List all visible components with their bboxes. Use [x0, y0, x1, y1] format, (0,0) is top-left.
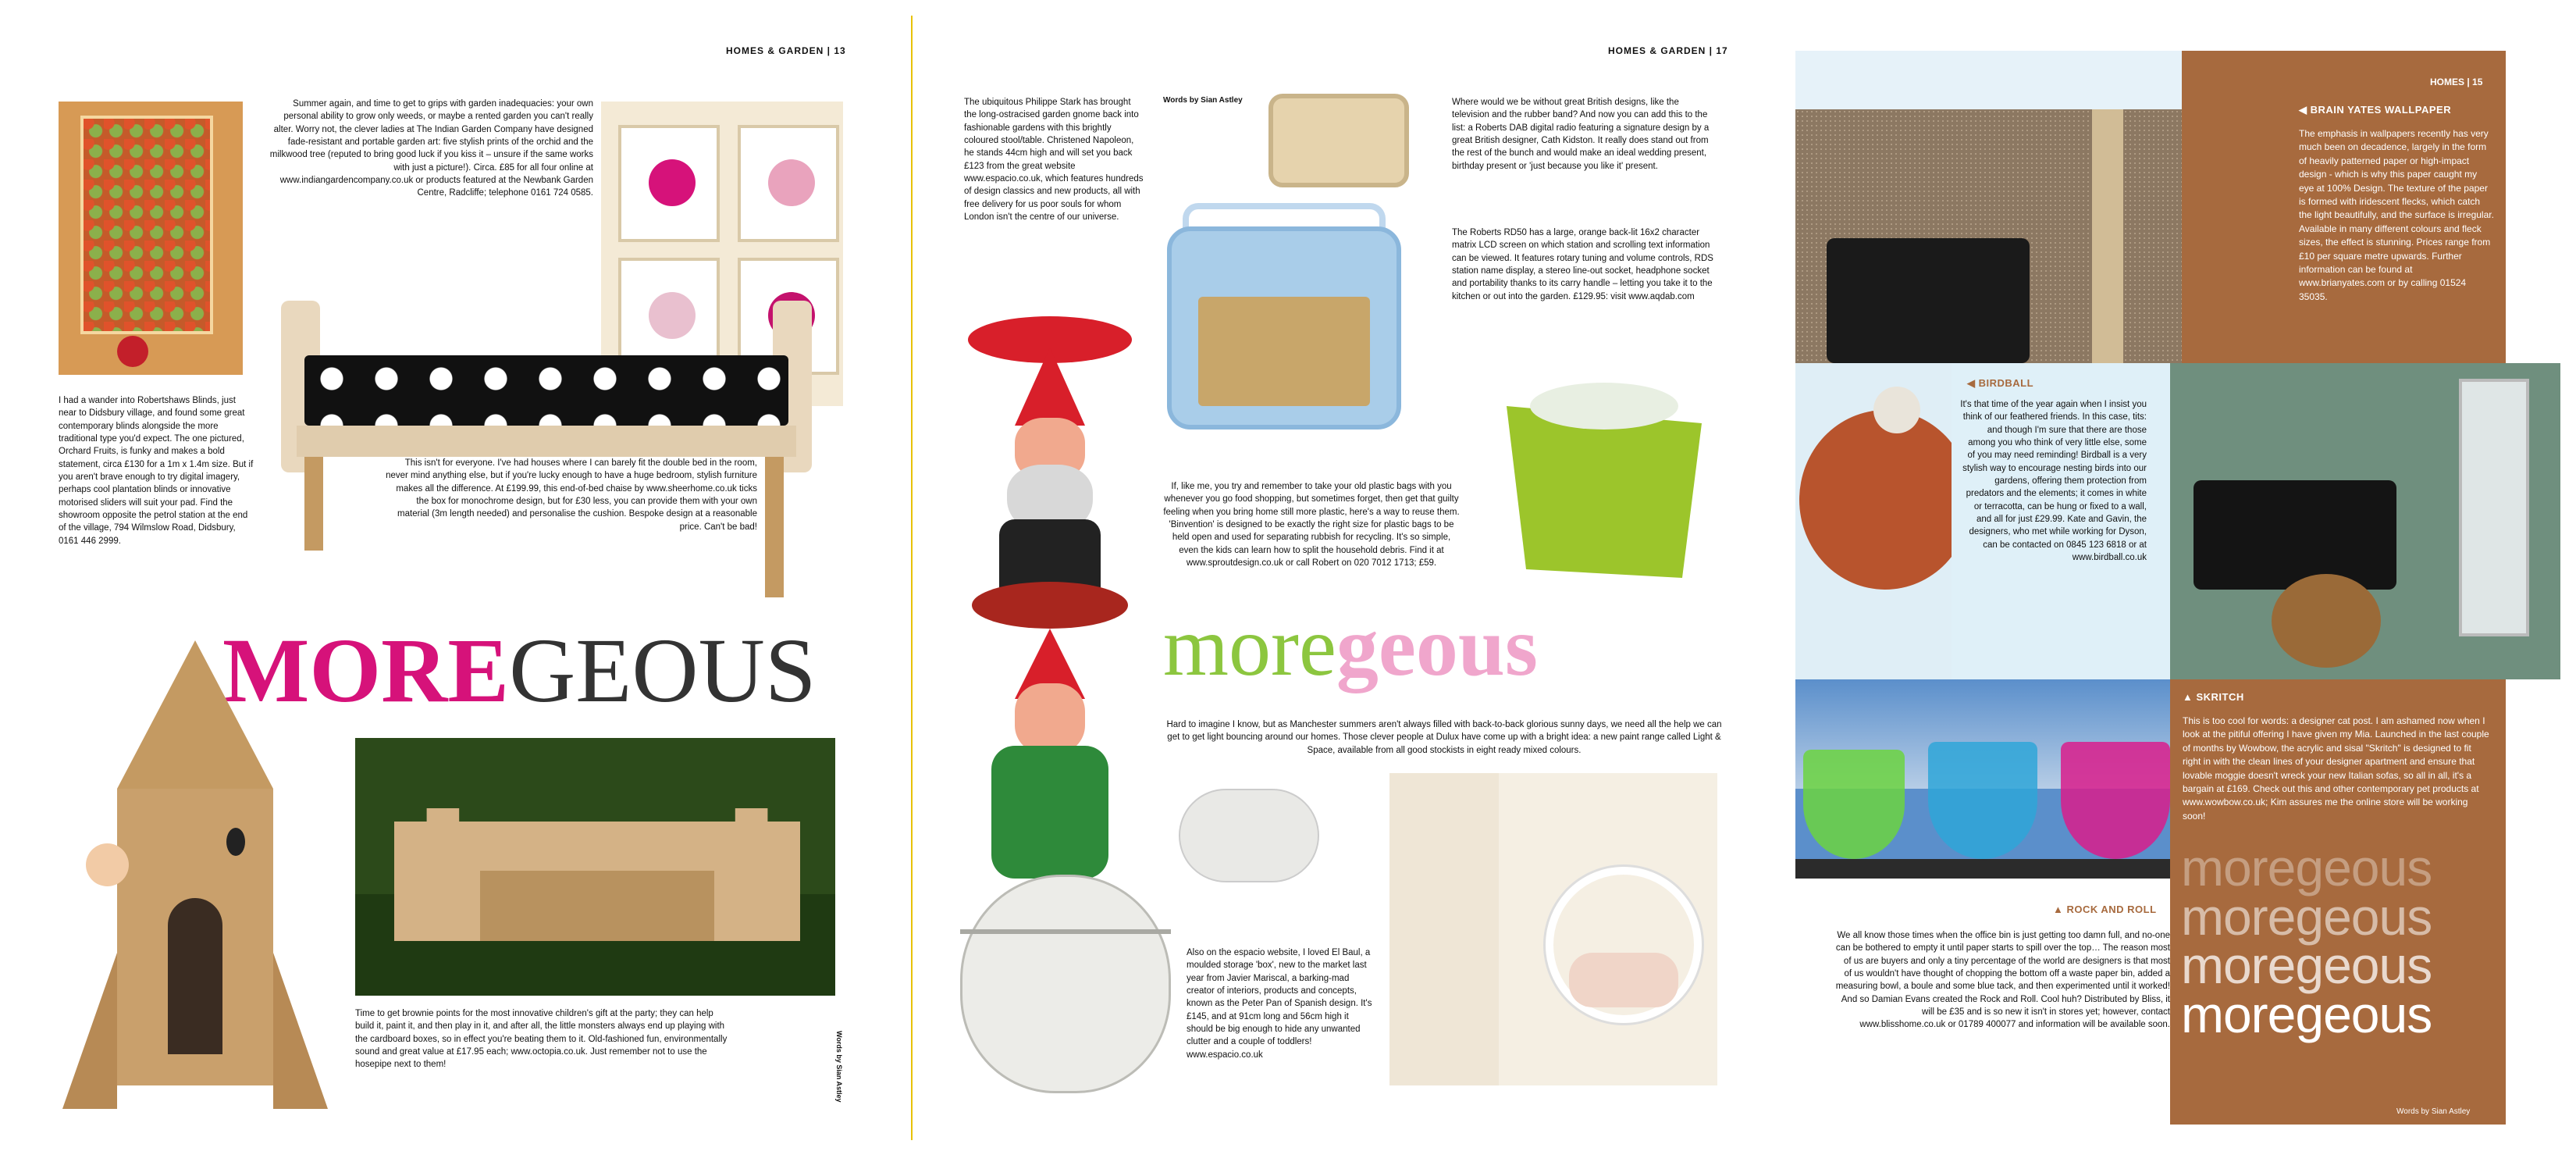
rock-and-roll-photo — [1795, 679, 2182, 879]
stark-text: The ubiquitous Philippe Stark has brought the long-ostracised garden gnome back into fashionable gardens with this brightly coloured stool/table. Christened Napoleon, he stands 44cm high and will set you back £123 from the great website www.espacio.co.uk, which features hundreds of design classics and new products, all with free delivery for us poor souls for whom London isn't the centre of our universe. — [964, 98, 1144, 222]
moregeous-line: moregeous — [2181, 839, 2432, 896]
roberts-radio-photo — [1151, 86, 1417, 461]
page-15 — [1795, 0, 2560, 1162]
page-credit: Words by Sian Astley — [1163, 96, 1243, 105]
cardboard-castle-photo — [355, 738, 835, 996]
page-header: HOMES & GARDEN | 17 — [1608, 45, 1728, 56]
skritch-panel — [2170, 679, 2506, 1125]
spine-divider — [911, 16, 913, 1140]
birdball-heading: ◀ BIRDBALL — [1967, 377, 2034, 389]
indian-garden-text: Summer again, and time to get to grips with garden inadequacies: your own personal ability to grow only weeds, or maybe a rented garden you can't really alter. Worry not, the clever ladies at The Indian Garden Company have designed fade-resistant and portable garden art: five stylish prints of the orchid and the milkwood tree (reputed to bring good luck if you kiss it – unsure if the same works with just a picture!). Circa. £85 for all four online at www.indiangardencompany.co.uk or products featured at the Newbank Garden Centre, Radcliffe; telephone 0161 724 0585. — [269, 99, 593, 198]
moregeous-line: moregeous — [2181, 986, 2432, 1044]
page-13 — [47, 0, 846, 1162]
rock-text: We all know those times when the office bin is just getting too damn full, and no-one can be bothered to empty it until paper starts to spill over the top… The reason most of us are buyers and only a tiny percentage of the world are designers is that most of us wouldn't have thought of chopping the bottom off a waste paper bin, added a measuring bowl, a boule and some blue tack, and then experimented until it worked! And so Damian Evans created the Rock and Roll. Cool huh? Distributed by Bliss, it will be £35 and is so new it isn't in stores yet; however, contact www.blisshome.co.uk or 01789 400077 and information will be available soon. — [1835, 931, 2170, 1030]
wallpaper-heading: ◀ BRAIN YATES WALLPAPER — [2299, 104, 2452, 116]
birdball-text: It's that time of the year again when I insist you think of our feathered friends. In this case, tits: and though I'm sure that there are those among you who think of very little else, some of you may need reminding! Birdball is a very stylish way to encourage nesting birds into our gardens, offering them protection from predators and the elements; it comes in white or terracotta, can be hung or fixed to a wall, and all for just £29.99. Kate and Gavin, the designers, who met while working for Dyson, can be contacted on 0845 123 6818 or at www.birdball.co.uk — [1960, 400, 2147, 562]
title-more: MORE — [222, 619, 510, 722]
blinds-text: I had a wander into Robertshaws Blinds, just near to Didsbury village, and found some great contemporary blinds alongside the more traditional type you'd expect. The one pictured, Orchard Fruits, is funky and makes a bold statement, circa £130 for a 1m x 1.4m size. But if you aren't brave enough to try digital imagery, perhaps cool plantation blinds or innovative motorised sliders will suit your pad. Find the showroom opposite the petrol station at the end of the village, 794 Wilmslow Road, Didsbury, 0161 446 2999. — [59, 396, 254, 546]
moregeous-stack — [2181, 839, 2432, 1044]
page-credit: Words by Sian Astley — [2396, 1107, 2471, 1116]
binvention-photo — [1483, 375, 1725, 609]
moregeous-line: moregeous — [2181, 936, 2432, 995]
wallpaper-photo — [1795, 51, 2182, 363]
baul-text: Also on the espacio website, I loved El Baul, a moulded storage 'box', new to the market last year from Javier Mariscal, a barking-mad creator of interiors, products and concepts, known as the Peter Pan of Spanish design. It's £145, and at 91cm long and 56cm high it should be big enough to hide any unwanted clutter and a couple of toddlers! www.espacio.co.uk — [1187, 948, 1372, 1060]
chaise-text: This isn't for everyone. I've had houses where I can barely fit the double bed in the room, never mind anything else, but if you're lucky enough to have a huge bedroom, stylish furniture makes all the difference. At £199.99, this end-of-bed chaise by www.sheerhome.co.uk ticks the box for monochrome design, but for £30 less, you can provide them with your own material (3m length needed) and personalise the cushion. Bespoke design at a reasonable price. Can't be bad! — [386, 458, 757, 532]
page-17 — [929, 0, 1733, 1162]
section-title — [1163, 601, 1538, 693]
blinds-photo — [59, 102, 243, 375]
title-geous: geous — [1336, 601, 1538, 693]
radio-text-1: Where would we be without great British designs, like the television and the rubber band? And now you can add this to the list: a Roberts DAB digital radio featuring a signature design by a great British designer, Cath Kidston. It really does stand out from the rest of the bunch and would make an ideal wedding present, birthday present or 'just because you like it' present. — [1452, 98, 1710, 171]
skritch-cat-photo — [2170, 363, 2560, 679]
cardboard-rocket-photo — [55, 640, 343, 1132]
page-header: HOMES | 15 — [2430, 77, 2483, 87]
skritch-heading: ▲ SKRITCH — [2183, 691, 2244, 703]
rock-heading: ▲ ROCK AND ROLL — [2053, 904, 2157, 915]
wallpaper-panel — [2182, 51, 2506, 363]
birdball-panel — [1952, 363, 2170, 679]
bags-text: If, like me, you try and remember to take your old plastic bags with you whenever you go food shopping, but sometimes forget, then get that guilty feeling when you bring home still more plastic, here's a way to reuse them. 'Binvention' is designed to be exactly the right size for plastic bags to be held open and used for separating rubbish for recycling. It's so simple, even the kids can learn how to split the household debris. Find it at www.sproutdesign.co.uk or call Robert on 020 7012 1713; £59. — [1163, 482, 1460, 568]
moregeous-line: moregeous — [2181, 887, 2432, 946]
page-header: HOMES & GARDEN | 13 — [726, 45, 846, 56]
birdball-photo — [1795, 363, 1952, 679]
title-more: more — [1163, 601, 1336, 693]
skritch-text: This is too cool for words: a designer cat post. I am ashamed now when I look at the pitiful offering I have given my Mia. Launched in the last couple of months by Wowbow, the acrylic and sisal "Skritch" is designed to fit right in with the clean lines of your designer apartment and ensure that lovable moggie doesn't wreck your new Italian sofas, so all in all, it's a bargain at £169. Check out this and other contemporary pet products at www.wowbow.co.uk; Kim assures me the online store will be working soon! — [2183, 715, 2489, 822]
page-credit: Words by Sian Astley — [835, 1031, 843, 1103]
wallpaper-text: The emphasis in wallpapers recently has very much been on decadence, largely in the form of heavily patterned paper or high-impact design - which is why this paper caught my eye at 100% Design. The texture of the paper is formed with iridescent flecks, which catch the light beautifully, and the surface is irregular. Available in many different colours and fleck sizes, the effect is stunning. Prices range from £10 per square metre upwards. Further information can be found at www.brianyates.com or by calling 01524 35035. — [2299, 128, 2494, 302]
title-geous: GEOUS — [509, 619, 817, 722]
swing-chair-photo — [1389, 773, 1717, 1085]
cardboard-text: Time to get brownie points for the most innovative children's gift at the party; they can help build it, paint it, and then play in it, and after all, the little monsters always end up playing with the cardboard boxes, so in effect you're beating them to it. Old-fashioned fun, environmentally sound and great value at £17.95 each; www.octopia.co.uk. Just remember not to use the hosepipe next to them! — [355, 1009, 728, 1070]
paint-text: Hard to imagine I know, but as Manchester summers aren't always filled with back-to-back glorious sunny days, we need all the help we can get to get light bouncing around our homes. Those clever people at Dulux have come up with a bright idea: a new paint range called Light & Space, available from all good stockists in eight ready mixed colours. — [1166, 720, 1722, 755]
radio-text-2: The Roberts RD50 has a large, orange back-lit 16x2 character matrix LCD screen on which station and scrolling text information can be viewed. It features rotary tuning and volume controls, RDS station name display, a stereo line-out socket, headphone socket and portability thanks to its carry handle – letting you take it to the kitchen or out into the garden. £129.95: visit www.aqdab.com — [1452, 228, 1713, 301]
